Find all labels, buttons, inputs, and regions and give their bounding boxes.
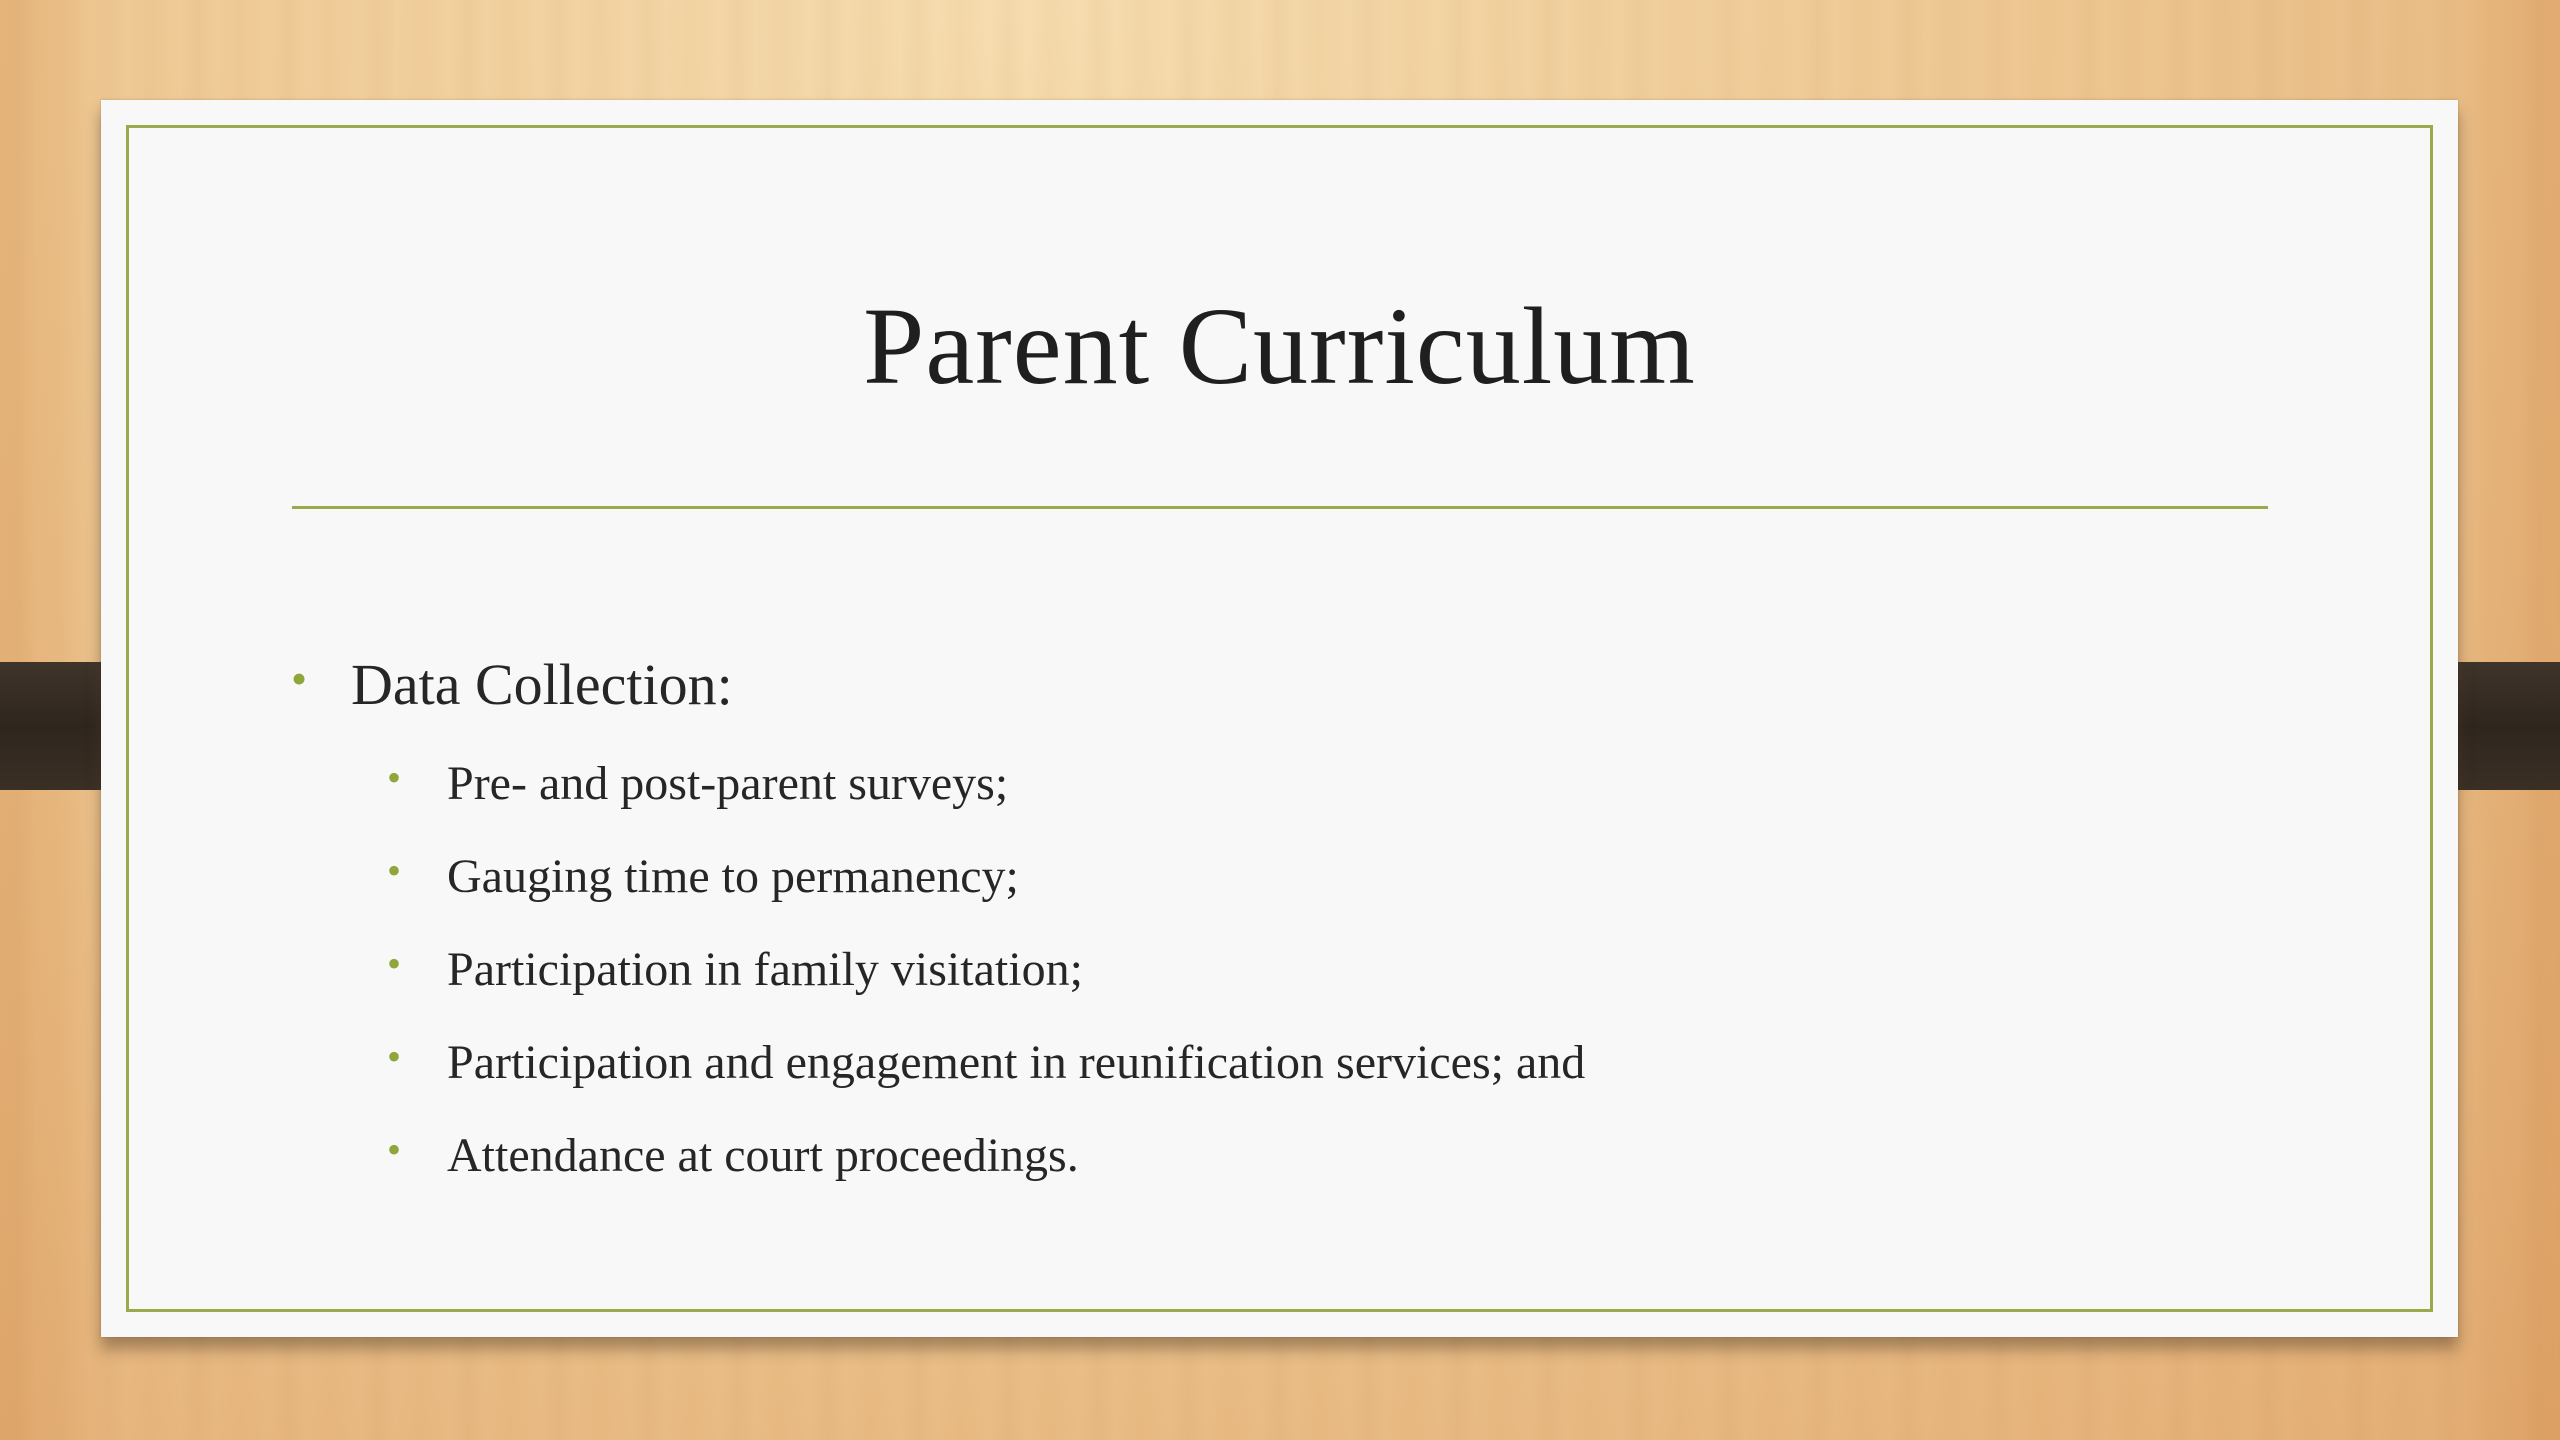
slide-title: Parent Curriculum [863, 285, 1696, 407]
sub-bullet-item [291, 923, 2191, 1016]
sub-bullet-item [291, 1016, 2191, 1109]
sub-bullet-text: Participation and engagement in reunification services; and [447, 1036, 1586, 1089]
sub-bullet-item [291, 737, 2191, 830]
bullet-text: Data Collection: [351, 652, 733, 717]
bullet-dot-icon: • [387, 1034, 402, 1079]
bullet-dot-icon: • [387, 1127, 402, 1172]
title-divider [292, 506, 2268, 509]
sub-bullet-container [291, 737, 2191, 1202]
bullet-dot-icon: • [387, 941, 402, 986]
sub-bullet-text: Participation in family visitation; [447, 943, 1083, 996]
bullet-dot-icon: • [387, 755, 402, 800]
sub-bullet-text: Attendance at court proceedings. [447, 1129, 1079, 1182]
bullet-item-data-collection [291, 645, 2191, 725]
sub-bullet-text: Pre- and post-parent surveys; [447, 757, 1009, 810]
sub-bullet-item [291, 830, 2191, 923]
sub-bullet-item [291, 1109, 2191, 1202]
bullet-list [291, 645, 2191, 1202]
sub-bullet-list [291, 737, 2191, 1202]
bullet-dot-icon: • [291, 653, 308, 704]
slide-card [101, 100, 2458, 1337]
sub-bullet-text: Gauging time to permanency; [447, 850, 1019, 903]
bullet-dot-icon: • [387, 848, 402, 893]
